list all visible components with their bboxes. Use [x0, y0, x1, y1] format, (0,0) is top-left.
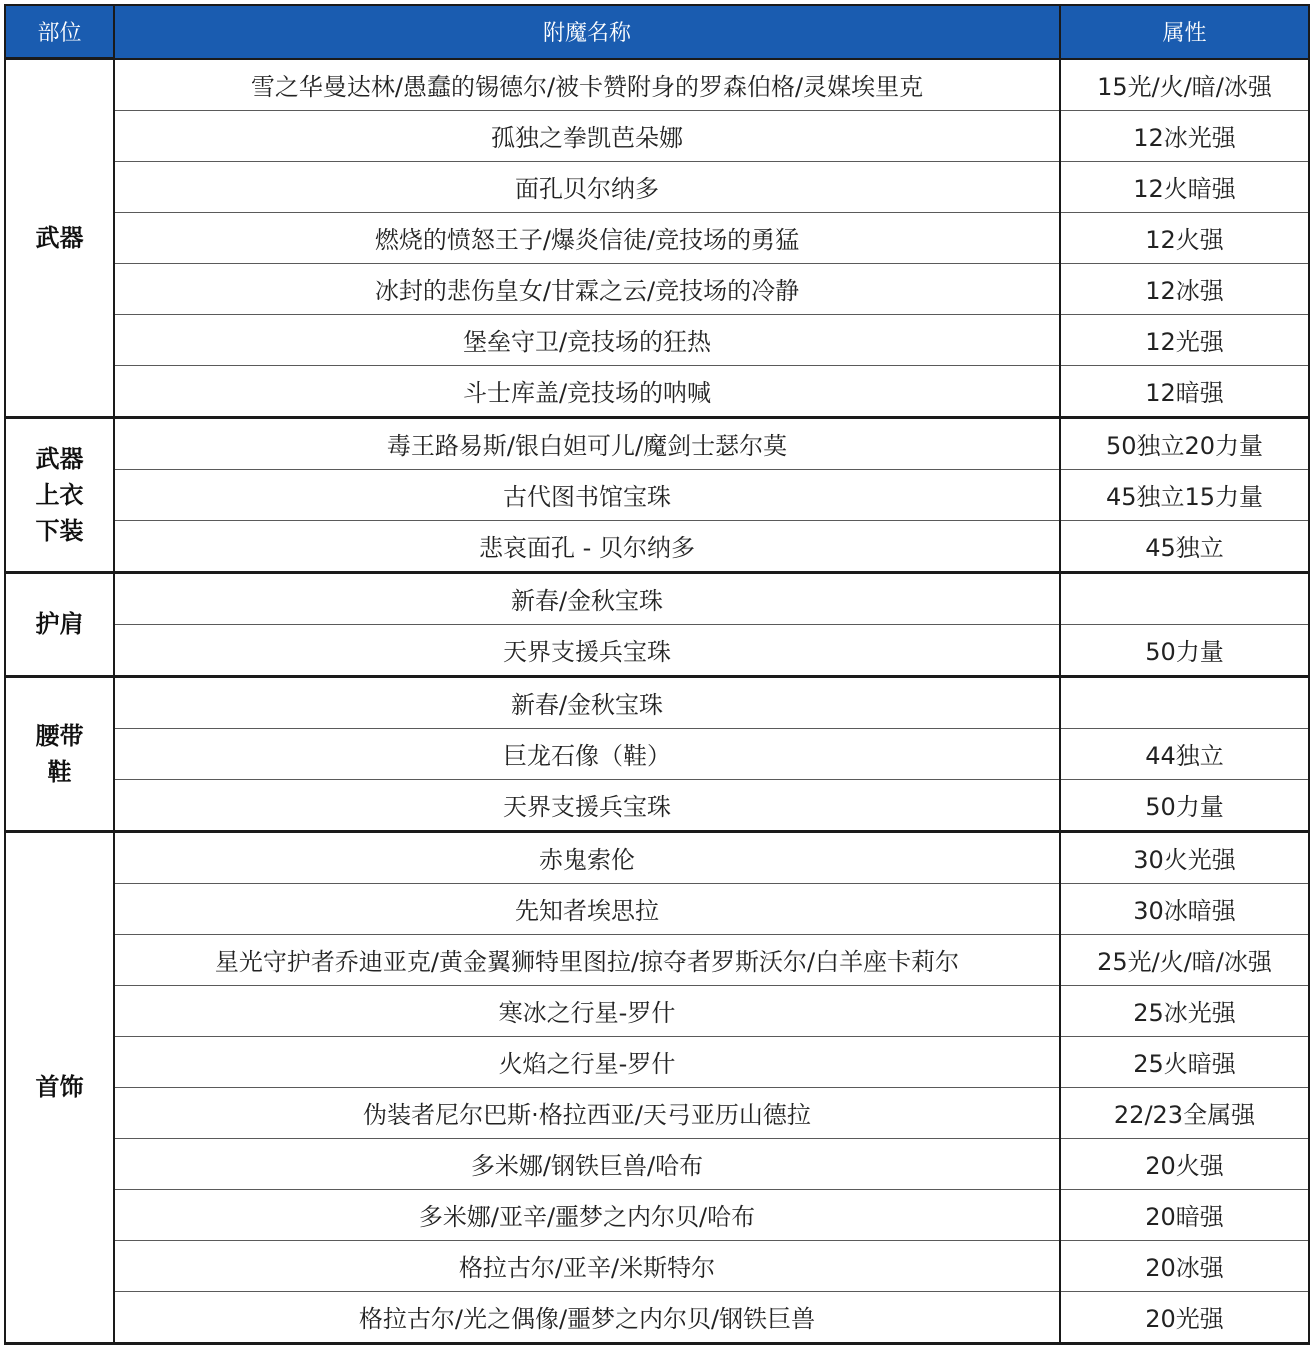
attribute-cell: 30火光强 — [1060, 831, 1309, 883]
enchant-name-cell: 冰封的悲伤皇女/甘霖之云/竞技场的冷静 — [114, 263, 1060, 314]
attribute-cell: 22/23全属强 — [1060, 1087, 1309, 1138]
slot-label: 首饰 — [35, 1073, 84, 1101]
table-row — [5, 365, 1309, 417]
slot-label: 下装 — [35, 516, 84, 545]
table-row — [5, 572, 1309, 624]
table-row — [5, 883, 1309, 934]
header-slot: 部位 — [5, 5, 114, 59]
attribute-cell — [1060, 676, 1309, 728]
table-row — [5, 831, 1309, 883]
slot-cell — [5, 676, 114, 831]
table-row — [5, 417, 1309, 469]
enchant-name-cell: 火焰之行星-罗什 — [114, 1036, 1060, 1087]
enchant-name-cell: 面孔贝尔纳多 — [114, 161, 1060, 212]
table-row — [5, 314, 1309, 365]
attribute-cell: 15光/火/暗/冰强 — [1060, 59, 1309, 111]
table-row — [5, 212, 1309, 263]
table-row — [5, 110, 1309, 161]
enchant-name-cell: 星光守护者乔迪亚克/黄金翼狮特里图拉/掠夺者罗斯沃尔/白羊座卡莉尔 — [114, 934, 1060, 985]
slot-label: 武器 — [35, 444, 84, 473]
attribute-cell: 25光/火/暗/冰强 — [1060, 934, 1309, 985]
table-row — [5, 728, 1309, 779]
slot-label: 鞋 — [47, 757, 72, 786]
attribute-cell: 12光强 — [1060, 314, 1309, 365]
enchant-name-cell: 格拉古尔/光之偶像/噩梦之内尔贝/钢铁巨兽 — [114, 1291, 1060, 1343]
table-row — [5, 1087, 1309, 1138]
enchant-name-cell: 燃烧的愤怒王子/爆炎信徒/竞技场的勇猛 — [114, 212, 1060, 263]
slot-label: 上衣 — [35, 480, 84, 509]
enchant-name-cell: 多米娜/钢铁巨兽/哈布 — [114, 1138, 1060, 1189]
attribute-cell: 25火暗强 — [1060, 1036, 1309, 1087]
attribute-cell: 20火强 — [1060, 1138, 1309, 1189]
attribute-cell: 12冰强 — [1060, 263, 1309, 314]
slot-cell — [5, 572, 114, 676]
enchant-name-cell: 孤独之拳凯芭朵娜 — [114, 110, 1060, 161]
enchant-name-cell: 天界支援兵宝珠 — [114, 624, 1060, 676]
attribute-cell: 50力量 — [1060, 624, 1309, 676]
enchant-name-cell: 赤鬼索伦 — [114, 831, 1060, 883]
enchant-name-cell: 新春/金秋宝珠 — [114, 572, 1060, 624]
attribute-cell: 20暗强 — [1060, 1189, 1309, 1240]
header-attr: 属性 — [1060, 5, 1309, 59]
slot-label: 护肩 — [35, 610, 84, 638]
slot-cell — [5, 417, 114, 572]
table-body — [5, 59, 1309, 1344]
enchant-name-cell: 先知者埃思拉 — [114, 883, 1060, 934]
table-row — [5, 934, 1309, 985]
enchant-name-cell: 寒冰之行星-罗什 — [114, 985, 1060, 1036]
enchant-name-cell: 多米娜/亚辛/噩梦之内尔贝/哈布 — [114, 1189, 1060, 1240]
attribute-cell: 12暗强 — [1060, 365, 1309, 417]
slot-cell — [5, 831, 114, 1343]
attribute-cell: 20冰强 — [1060, 1240, 1309, 1291]
enchant-name-cell: 天界支援兵宝珠 — [114, 779, 1060, 831]
enchant-name-cell: 斗士库盖/竞技场的呐喊 — [114, 365, 1060, 417]
table-row — [5, 1138, 1309, 1189]
table-row — [5, 779, 1309, 831]
enchant-name-cell: 堡垒守卫/竞技场的狂热 — [114, 314, 1060, 365]
attribute-cell: 25冰光强 — [1060, 985, 1309, 1036]
table-row — [5, 161, 1309, 212]
header-row — [5, 5, 1309, 59]
slot-label: 武器 — [35, 223, 84, 252]
attribute-cell: 30冰暗强 — [1060, 883, 1309, 934]
enchant-name-cell: 悲哀面孔 - 贝尔纳多 — [114, 520, 1060, 572]
enchant-name-cell: 毒王路易斯/银白妲可儿/魔剑士瑟尔莫 — [114, 417, 1060, 469]
enchant-name-cell: 格拉古尔/亚辛/米斯特尔 — [114, 1240, 1060, 1291]
attribute-cell: 45独立15力量 — [1060, 469, 1309, 520]
attribute-cell: 20光强 — [1060, 1291, 1309, 1343]
table-row — [5, 469, 1309, 520]
table-row — [5, 676, 1309, 728]
table-row — [5, 520, 1309, 572]
table-row — [5, 1189, 1309, 1240]
enchant-name-cell: 雪之华曼达林/愚蠢的锡德尔/被卡赞附身的罗森伯格/灵媒埃里克 — [114, 59, 1060, 111]
enchant-name-cell: 巨龙石像（鞋） — [114, 728, 1060, 779]
attribute-cell: 50力量 — [1060, 779, 1309, 831]
attribute-cell: 50独立20力量 — [1060, 417, 1309, 469]
attribute-cell: 12冰光强 — [1060, 110, 1309, 161]
enchant-table — [4, 4, 1310, 1345]
table-row — [5, 1036, 1309, 1087]
attribute-cell: 12火强 — [1060, 212, 1309, 263]
table-row — [5, 59, 1309, 111]
attribute-cell: 12火暗强 — [1060, 161, 1309, 212]
enchant-name-cell: 新春/金秋宝珠 — [114, 676, 1060, 728]
attribute-cell: 44独立 — [1060, 728, 1309, 779]
table-row — [5, 1240, 1309, 1291]
table-row — [5, 263, 1309, 314]
table-row — [5, 1291, 1309, 1343]
attribute-cell — [1060, 572, 1309, 624]
slot-label: 腰带 — [35, 721, 84, 750]
header-name: 附魔名称 — [114, 5, 1060, 59]
table-row — [5, 624, 1309, 676]
table-row — [5, 985, 1309, 1036]
attribute-cell: 45独立 — [1060, 520, 1309, 572]
enchant-name-cell: 伪装者尼尔巴斯·格拉西亚/天弓亚历山德拉 — [114, 1087, 1060, 1138]
enchant-name-cell: 古代图书馆宝珠 — [114, 469, 1060, 520]
slot-cell — [5, 59, 114, 418]
